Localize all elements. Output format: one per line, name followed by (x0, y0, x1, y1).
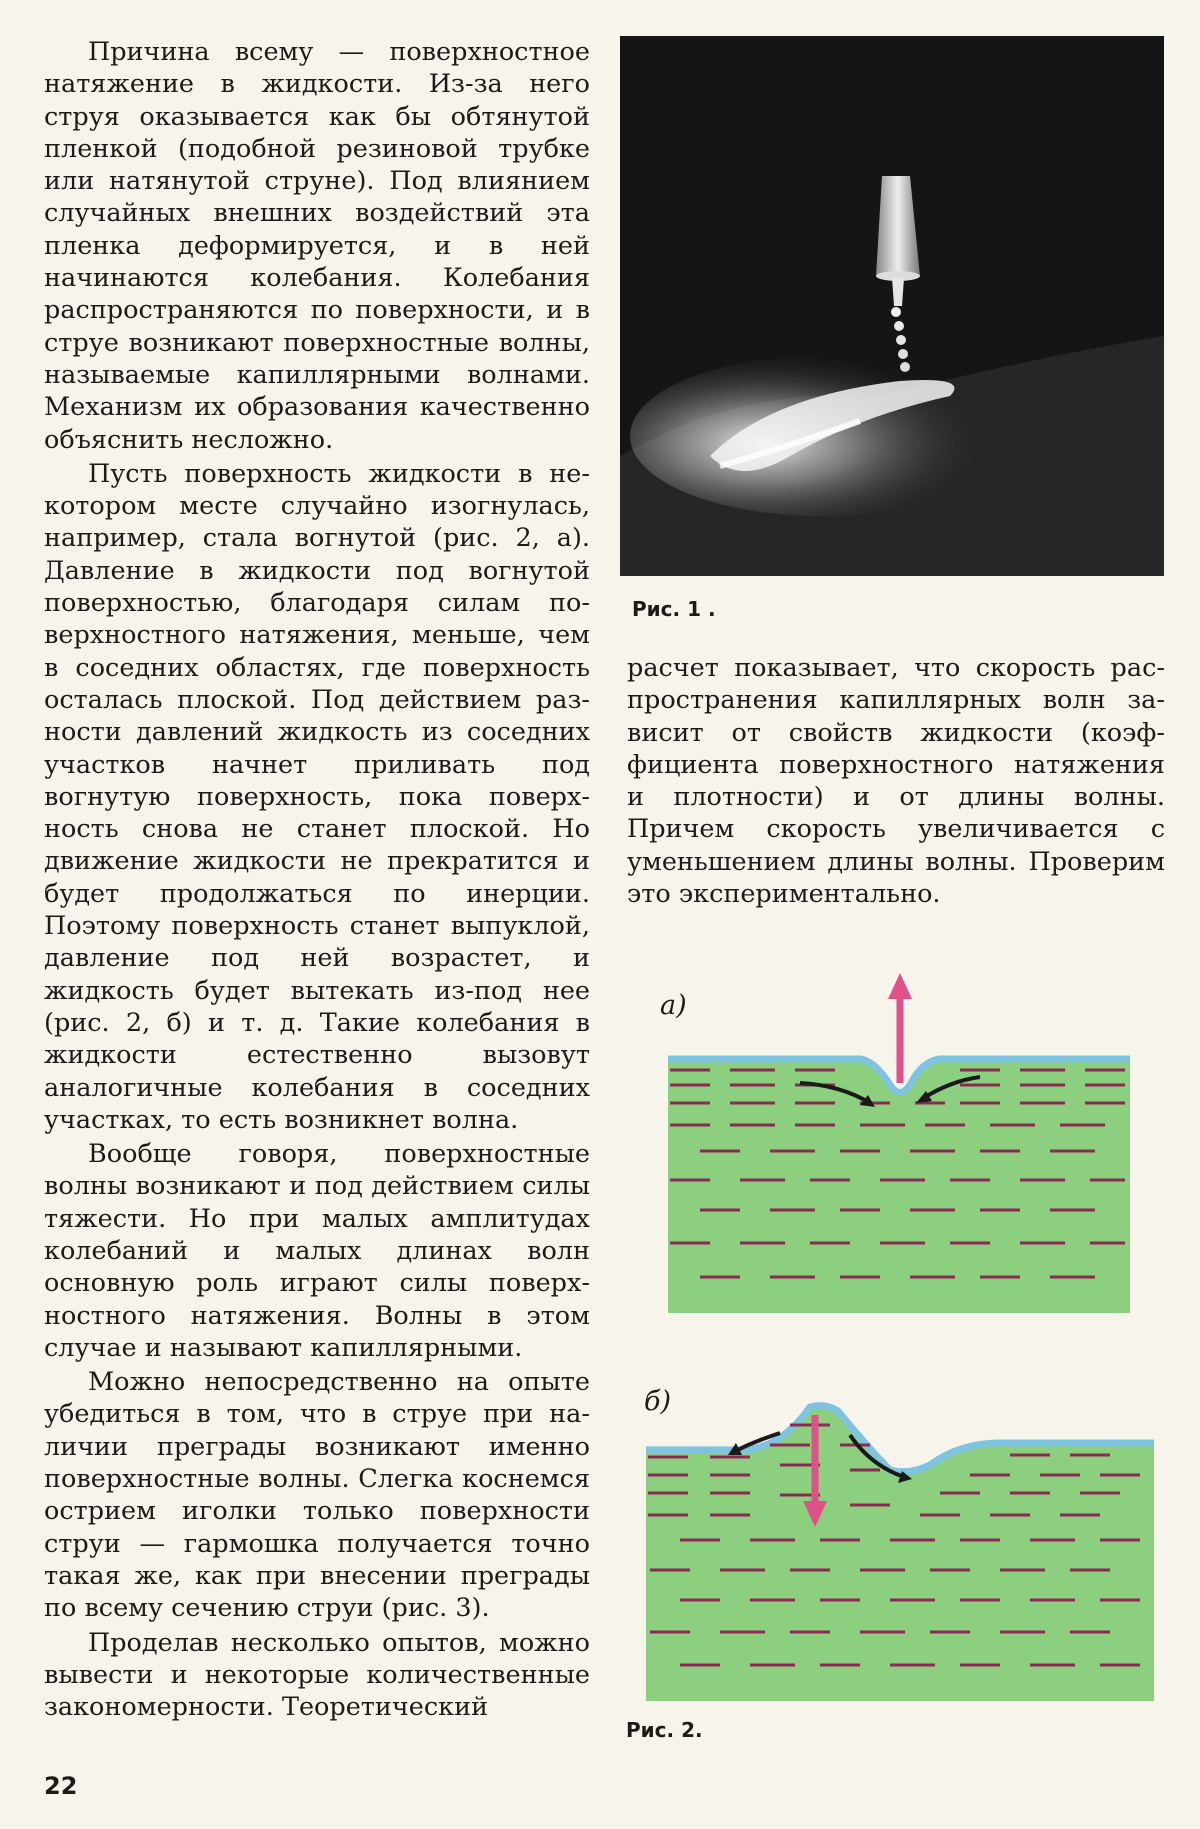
figure-2b-label: б) (644, 1386, 672, 1417)
paragraph-4: Можно непосредственно на опыте убедиться в том, что в струе при наличии преграды возникают именно поверхностные волны. Слегка коснемся острием иголки только поверхности струи — гармошка получается точно такая же, как при внесении преграды по всему сечению струи (рис. 3). (44, 1367, 590, 1624)
paragraph-5: Проделав несколько опытов, можно вывести и некоторые количественные закономерности. Теоретический (44, 1627, 590, 1723)
paragraph-3: Вообще говоря, поверхностные волны возникают и под действием силы тяжести. Но при малых амплитудах колебаний и малых длинах волн основную роль играют силы поверхностного натяжения. Волны в этом случае и называют капиллярными. (44, 1139, 590, 1363)
figure-1-caption: Рис. 1 . (632, 597, 716, 621)
right-column-paragraph: расчет показывает, что скорость распространения капиллярных волн зависит от свойств жидкости (коэффициента поверхностного натяжения и плотности) и от длины волны. Причем скорость увеличивается с уменьшением длины волны. Проверим это экспериментально. (627, 653, 1165, 910)
paragraph-1: Причина всему — поверхностное натяжение в жидкости. Из-за него струя оказывается как бы обтянутой пленкой (подобной резиновой трубке или натянутой струне). Под влиянием случайных внешних воздействий эта пленка деформируется, и в ней начинаются колебания. Колебания распространяются по поверхности, и в струе возникают поверхностные волны, называемые капиллярными волнами. Механизм их образования качественно объяснить несложно. (44, 37, 590, 455)
figure-2b-diagram (640, 1395, 1160, 1705)
figure-2a-label: а) (660, 990, 687, 1021)
figure-2a-diagram (660, 965, 1136, 1317)
page-number: 22 (44, 1772, 78, 1800)
figure-1-photo (620, 36, 1164, 576)
paragraph-2: Пусть поверхность жидкости в некотором месте случайно изогнулась, например, стала вогнутой (рис. 2, а). Давление в жидкости под вогнутой поверхностью, благодаря силам поверхностного натяжения, меньше, чем в соседних областях, где поверхность осталась плоской. Под действием разности давлений жидкость из соседних участков начнет приливать под вогнутую поверхность, пока поверхность снова не станет плоской. Но движение жидкости не прекратится и будет продолжаться по инерции. Поэтому поверхность станет выпуклой, давление под ней возрастет, и жидкость будет вытекать из-под нее (рис. 2, б) и т. д. Такие колебания в жидкости естественно вызовут аналогичные колебания в соседних участках, то есть возникнет волна. (44, 458, 590, 1135)
left-text-column (44, 36, 590, 1725)
water-body-concave (668, 1059, 1130, 1313)
jet-photo-illustration (620, 36, 1164, 576)
figure-2-caption: Рис. 2. (626, 1718, 703, 1742)
